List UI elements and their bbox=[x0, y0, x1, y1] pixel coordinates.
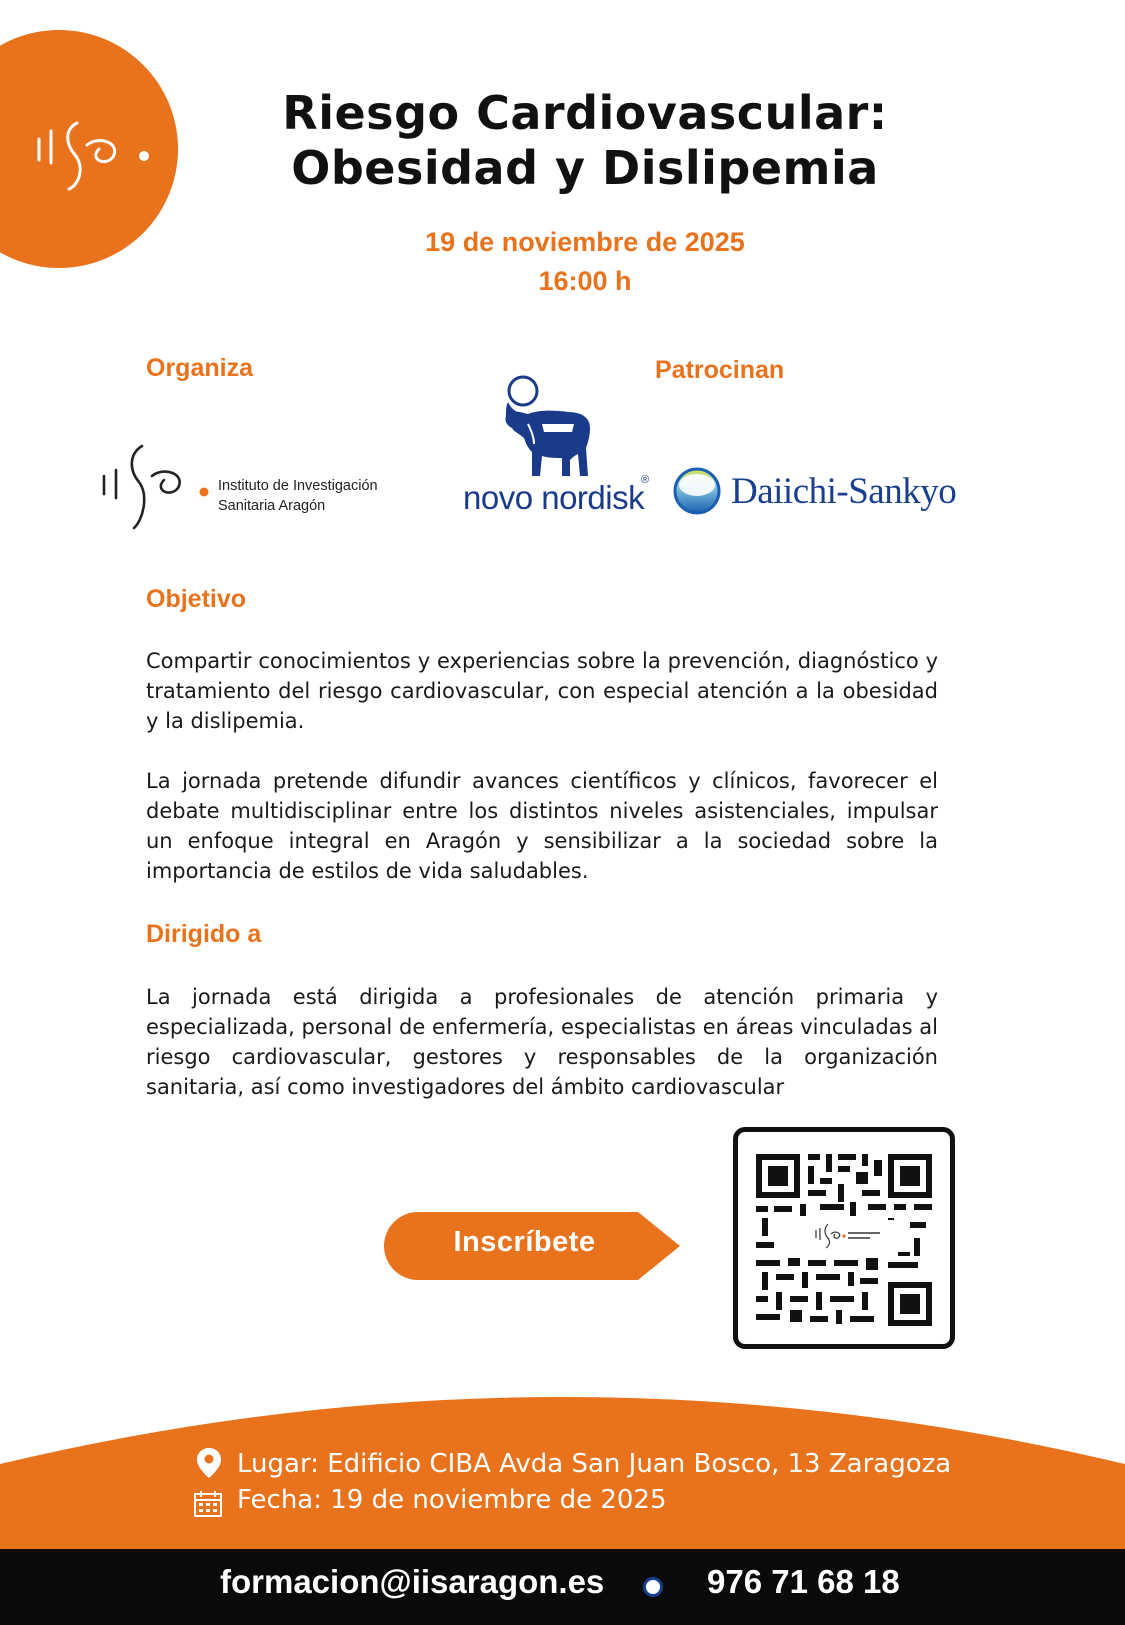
registered-mark: ® bbox=[641, 474, 650, 486]
patrocinan-heading: Patrocinan bbox=[655, 356, 785, 384]
organizer-name bbox=[218, 476, 378, 516]
organiza-heading: Organiza bbox=[146, 354, 253, 382]
sponsor-daiichi-sankyo: Daiichi-Sankyo bbox=[731, 471, 957, 512]
iisa-organizer-logo-icon bbox=[96, 442, 216, 537]
registration-qr-code[interactable] bbox=[733, 1127, 955, 1349]
qr-code-icon bbox=[738, 1132, 950, 1344]
inscribete-button-label[interactable]: Inscríbete bbox=[453, 1226, 596, 1258]
page-title-line1: Riesgo Cardiovascular: bbox=[282, 86, 888, 140]
daiichi-sankyo-logo-icon bbox=[673, 467, 721, 515]
event-time: 16:00 h bbox=[538, 266, 632, 296]
calendar-icon bbox=[193, 1490, 223, 1518]
novo-nordisk-bull-icon bbox=[498, 372, 603, 480]
objetivo-paragraph-1: Compartir conocimientos y experiencias sobre la prevención, diagnóstico y tratamiento del riesgo cardiovascular, con especial atención a la obesidad y la dislipemia. bbox=[146, 649, 938, 733]
location-pin-icon bbox=[196, 1447, 222, 1479]
objetivo-heading: Objetivo bbox=[146, 585, 247, 613]
organizer-name-line2: Sanitaria Aragón bbox=[218, 498, 326, 514]
organizer-name-line1: Instituto de Investigación bbox=[218, 478, 378, 494]
contact-phone[interactable]: 976 71 68 18 bbox=[707, 1563, 900, 1600]
sponsor-novo-nordisk: novo nordisk bbox=[463, 479, 645, 516]
page-title-line2: Obesidad y Dislipemia bbox=[291, 141, 879, 195]
dirigido-paragraph: La jornada está dirigida a profesionales de atención primaria y especializada, personal de enfermería, especialistas en áreas vinculadas al riesgo cardiovascular, gestores y responsables de la organización sanitaria, así como investigadores del ámbito cardiovascular bbox=[146, 985, 938, 1099]
iisa-logo-icon bbox=[25, 115, 155, 195]
bullet-dot-icon bbox=[643, 1577, 663, 1597]
objetivo-paragraph-2: La jornada pretende difundir avances científicos y clínicos, favorecer el debate multidisciplinar entre los distintos niveles asistenciales, impulsar un enfoque integral en Aragón y sensibilizar a la sociedad sobre la importancia de estilos de vida saludables. bbox=[146, 769, 938, 883]
contact-email-link[interactable]: formacion@iisaragon.es bbox=[220, 1563, 605, 1600]
dirigido-heading: Dirigido a bbox=[146, 920, 262, 948]
event-date: 19 de noviembre de 2025 bbox=[425, 227, 745, 257]
footer-fecha: Fecha: 19 de noviembre de 2025 bbox=[237, 1485, 667, 1515]
footer-lugar: Lugar: Edificio CIBA Avda San Juan Bosco, 13 Zaragoza bbox=[237, 1449, 952, 1479]
